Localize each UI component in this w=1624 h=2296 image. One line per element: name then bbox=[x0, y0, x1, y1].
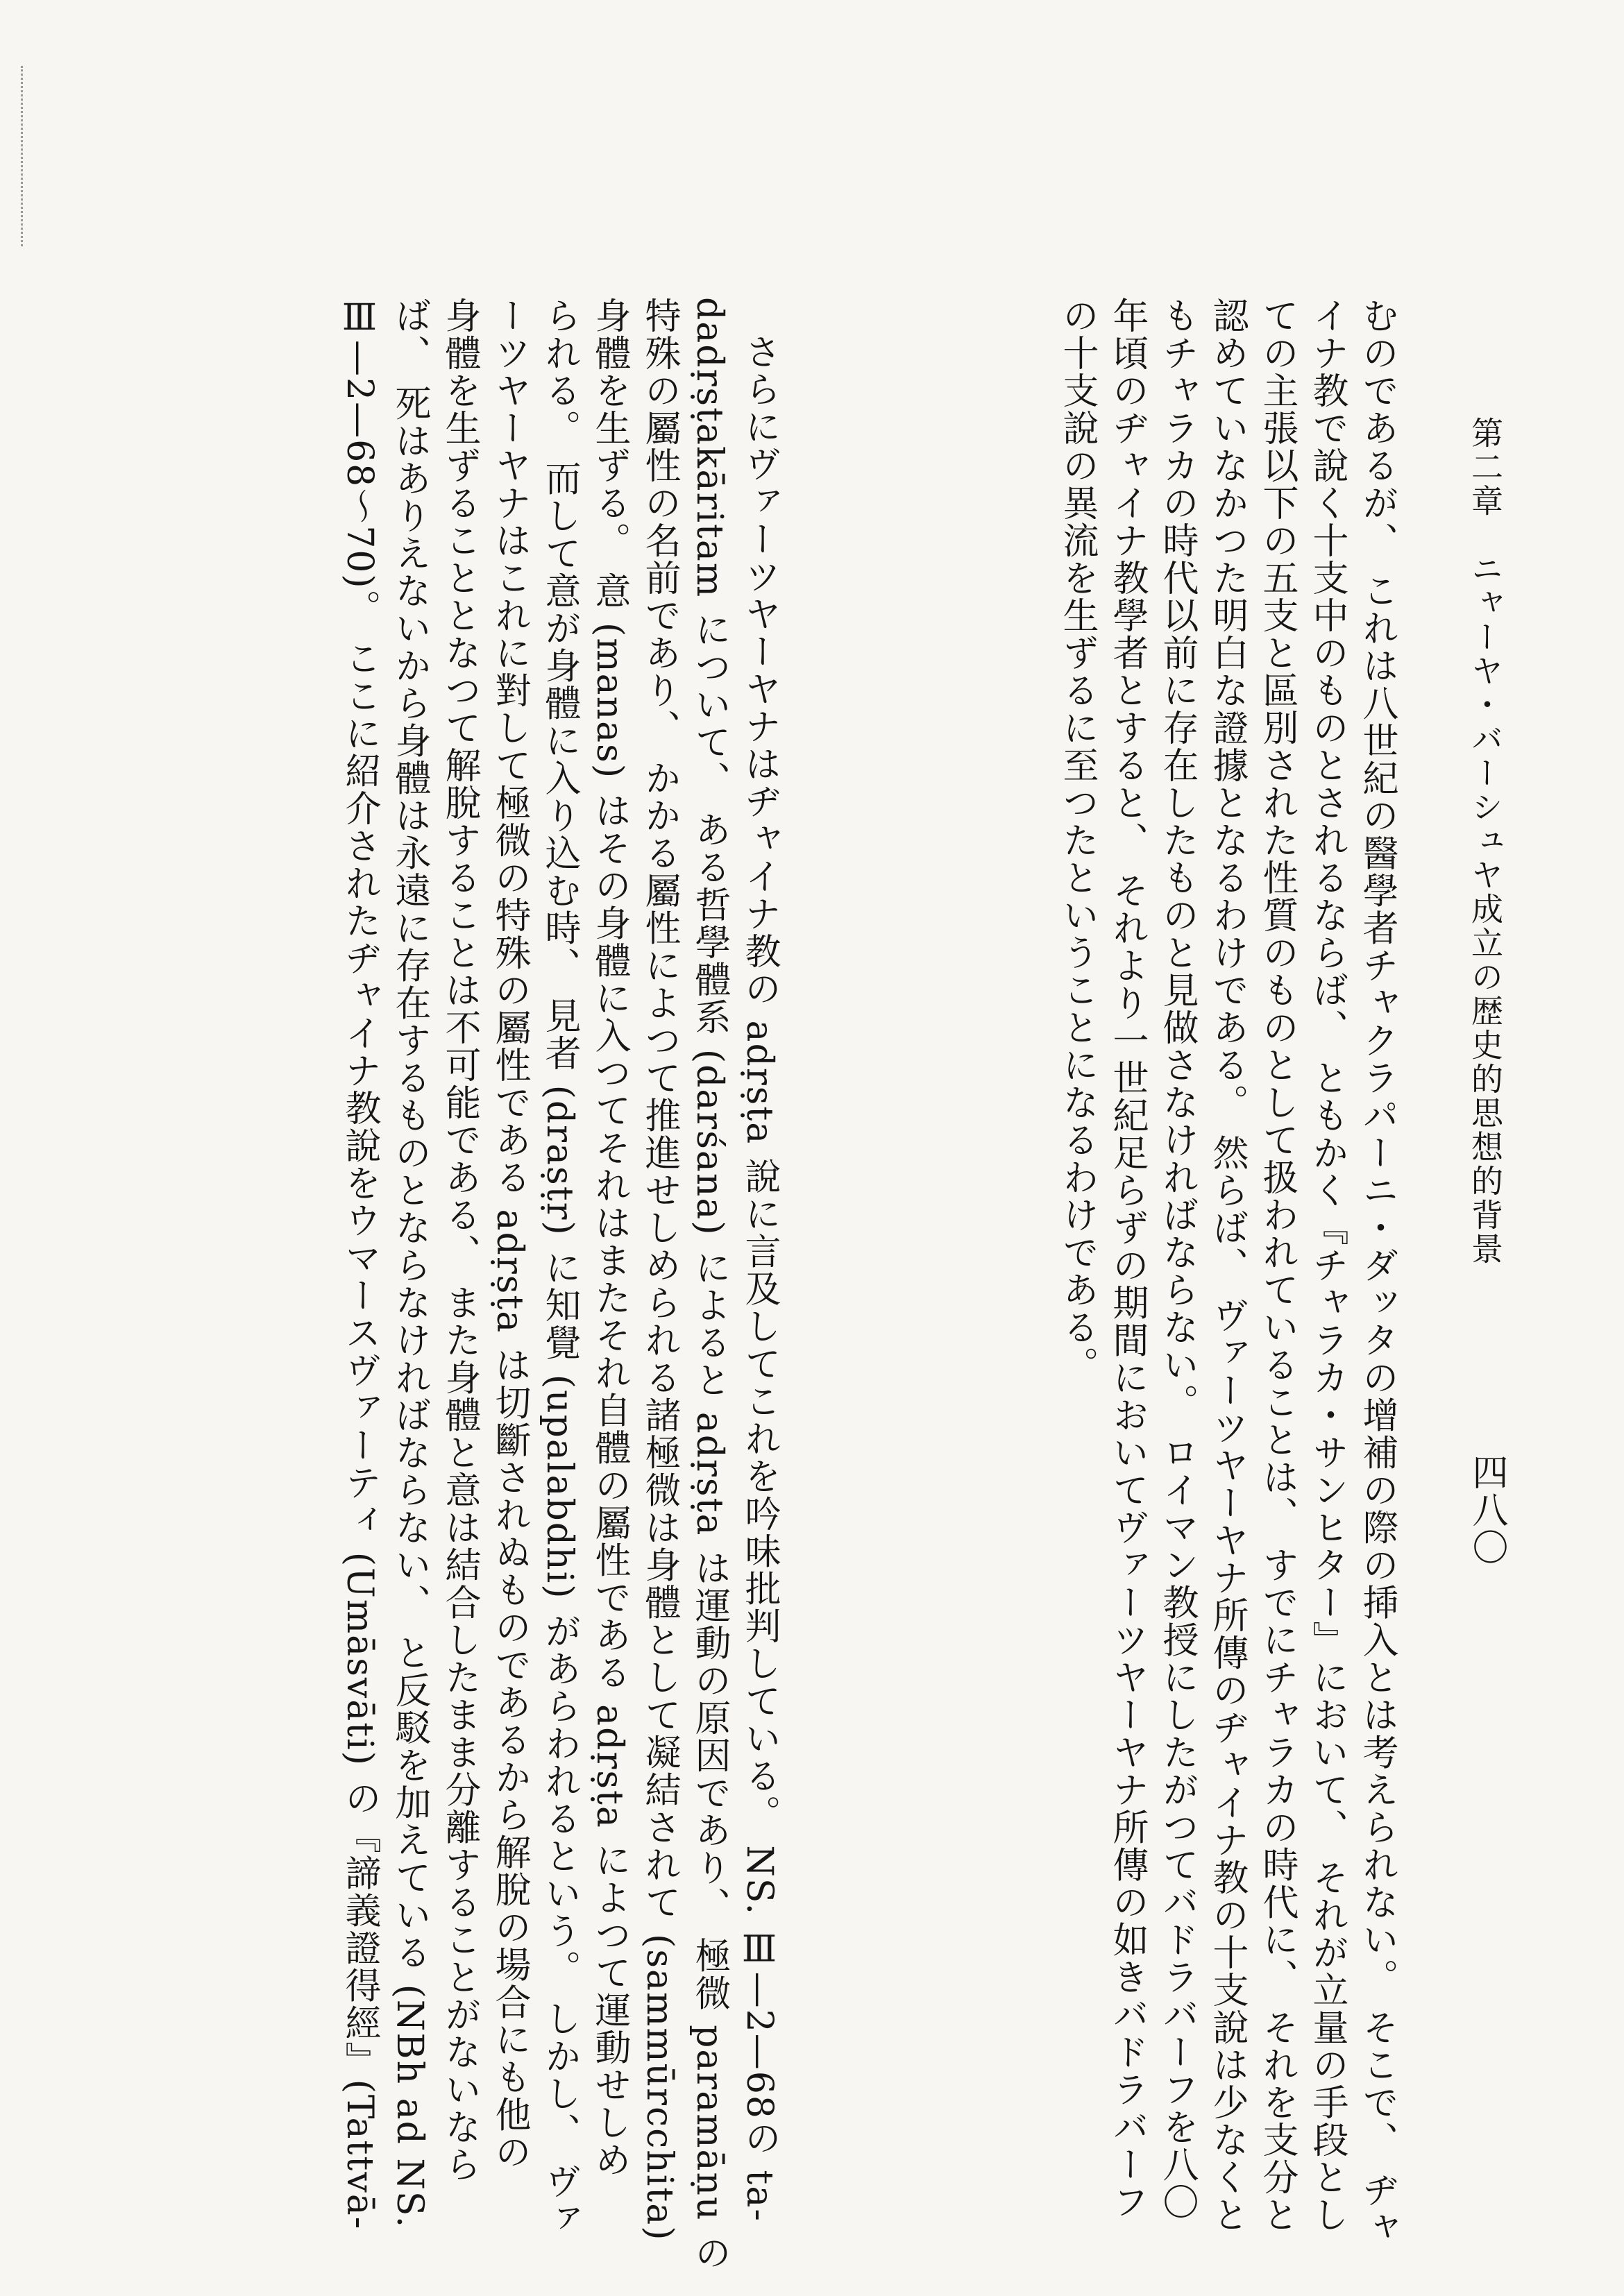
page-number: 四八〇 bbox=[1466, 1454, 1507, 1566]
scan-edge-mark bbox=[21, 66, 33, 246]
paragraph-2 bbox=[335, 297, 784, 2272]
text-line: むのであるが、 これは八世紀の醫學者チャクラパーニ・ダッタの增補の際の揷入とは考えられない。 そこで、 ヂャ bbox=[1356, 297, 1398, 2247]
text-line: 身體を生ずる。 意 (manas) はその身體に入つてそれはまたそれ自體の屬性である adṛṣṭa によつて運動せしめ bbox=[589, 297, 630, 2179]
text-line: さらにヴァーツヤーヤナはヂャイナ教の adṛṣṭa 說に言及してこれを吟味批判している。 NS. Ⅲ—2—68の ta- bbox=[738, 333, 780, 2222]
text-line: の十支說の異流を生ずるに至つたということになるわけである。 bbox=[1056, 297, 1098, 1384]
text-line: 認めていなかつた明白な證據となるわけである。 然らば、 ヴァーツヤーヤナ所傳のヂャイナ教の十支說は少なくと bbox=[1206, 297, 1248, 2234]
text-line: イナ教で說く十支中のものとされるならば、 ともかく『チャラカ・サンヒター』において、 それが立量の手段とし bbox=[1306, 297, 1348, 2234]
text-line: ーツヤーヤナはこれに對して極微の特殊の屬性である adṛṣṭa は切斷されぬものであるから解脫の場合にも他の bbox=[489, 297, 530, 2171]
text-line: 身體を生ずることとなつて解脫することは不可能である、 また身體と意は結合したまま分離することがないなら bbox=[439, 297, 480, 2184]
text-line: dadṛṣṭakāritam について、 ある哲學體系 (darśana) によると adṛṣṭa は運動の原因であり、 極微 paramāṇu の bbox=[688, 297, 730, 2272]
text-line: られる。 而して意が身體に入り込む時、 見者 (draṣṭṛ) に知覺 (upalabdhi) があらわれるという。 しかし、 ヴァ bbox=[539, 297, 580, 2238]
text-line: ての主張以下の五支と區別された性質のものとして扱われていることは、 すでにチャラカの時代に、 それを支分と bbox=[1256, 297, 1298, 2234]
text-line: Ⅲ—2—68～70)。 ここに紹介されたヂャイナ教說をウマースヴァーティ (Umāsvāti) の『諦義證得經』(Tattvā- bbox=[339, 297, 380, 2231]
text-line: 特殊の屬性の名前であり、 かかる屬性によつて推進せしめられる諸極微は身體として凝結されて (sammūrcchita) bbox=[638, 297, 680, 2242]
chapter-title: 第二章 ニャーヤ・バーシュヤ成立の歴史的思想的背景 bbox=[1466, 416, 1504, 1266]
text-line: ば、 死はありえないから身體は永遠に存在するものとならなければならない、 と反駁を加えている (NBh ad NS. bbox=[389, 297, 430, 2229]
text-line: 年頃のヂャイナ教學者とすると、 それより一世紀足らずの期間においてヴァーツヤーヤナ所傳の如きバドラバーフ bbox=[1106, 297, 1148, 2221]
text-line: もチャラカの時代以前に存在したものと見做さなければならない。 ロイマン教授にしたがつてバドラバーフを八〇 bbox=[1156, 297, 1198, 2221]
paragraph-1 bbox=[1052, 297, 1402, 2247]
